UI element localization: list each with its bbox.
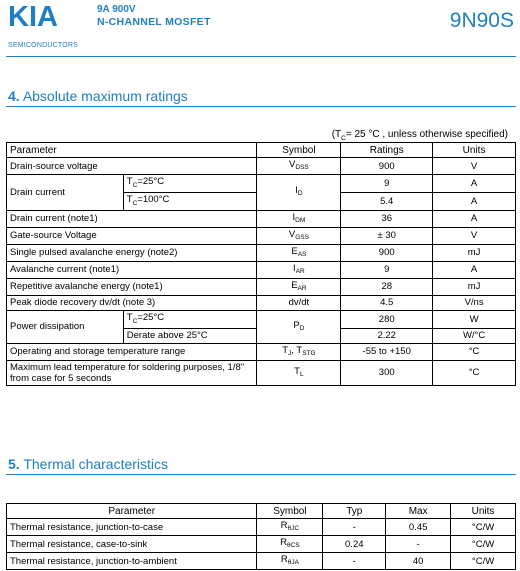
section-5-title-text: Thermal characteristics xyxy=(23,456,169,472)
max-cell: 40 xyxy=(386,553,451,570)
header-units: Units xyxy=(451,504,516,519)
table-row xyxy=(7,244,516,261)
param-cell: Thermal resistance, case-to-sink xyxy=(7,536,257,553)
symbol-subscript: DSS xyxy=(295,164,309,171)
rating-cell: 900 xyxy=(341,244,433,261)
unit-cell: °C xyxy=(433,360,516,385)
param-cell: Thermal resistance, junction-to-case xyxy=(7,519,257,536)
param-cell: Drain current xyxy=(7,175,124,211)
table-row xyxy=(7,519,516,536)
table-row xyxy=(7,210,516,227)
table-row xyxy=(7,536,516,553)
unit-cell: °C xyxy=(433,343,516,360)
header-typ: Typ xyxy=(323,504,386,519)
rating-cell: 28 xyxy=(341,278,433,295)
table-row xyxy=(7,310,516,328)
unit-cell: A xyxy=(433,192,516,210)
unit-cell: V xyxy=(433,227,516,244)
typ-cell: 0.24 xyxy=(323,536,386,553)
param-cell: Repetitive avalanche energy (note1) xyxy=(7,278,257,295)
unit-cell: W/°C xyxy=(433,328,516,343)
max-cell: - xyxy=(386,536,451,553)
unit-cell: mJ xyxy=(433,244,516,261)
rating-cell: -55 to +150 xyxy=(341,343,433,360)
symbol-subscript: AR xyxy=(295,267,305,275)
section-5-title xyxy=(8,456,168,472)
table-row xyxy=(7,278,516,295)
header-parameter: Parameter xyxy=(7,504,257,519)
section-5-divider xyxy=(6,474,516,475)
typ-cell: - xyxy=(323,553,386,570)
symbol-subscript: J xyxy=(288,349,292,357)
symbol-text: , T xyxy=(291,344,303,356)
table-row xyxy=(7,295,516,310)
symbol-subscript: D xyxy=(297,190,303,198)
spec-rating: 9A 900V xyxy=(97,4,136,15)
rating-cell: 300 xyxy=(341,360,433,385)
rating-cell: 36 xyxy=(341,210,433,227)
param-cell: Drain-source voltage xyxy=(7,158,257,175)
symbol-text: R xyxy=(280,537,287,548)
device-type: N-CHANNEL MOSFET xyxy=(97,16,211,28)
param-cell: Single pulsed avalanche energy (note2) xyxy=(7,244,257,261)
symbol-text: T xyxy=(294,365,300,377)
table-row xyxy=(7,158,516,175)
symbol-subscript: AR xyxy=(297,284,307,292)
condition-cell: $T_C=100^\circ C$ xyxy=(123,192,257,210)
symbol-cell xyxy=(257,553,323,570)
absolute-max-ratings-table xyxy=(6,142,516,386)
part-number: 9N90S xyxy=(449,9,514,32)
condition-cell: $T_C=25^\circ C$ xyxy=(123,310,257,328)
company-logo: KIA xyxy=(8,1,58,33)
header-units: Units xyxy=(433,143,516,158)
symbol-text: I xyxy=(293,262,296,274)
symbol-text: V xyxy=(289,159,296,170)
rating-cell: 2.22 xyxy=(341,328,433,343)
section-4-divider xyxy=(6,106,516,107)
unit-cell: W xyxy=(433,310,516,328)
symbol-cell xyxy=(257,210,341,227)
table-header-row xyxy=(7,504,516,519)
rating-cell: 900 xyxy=(341,158,433,175)
condition-cell: Derate above 25°C xyxy=(123,328,257,343)
unit-cell: A xyxy=(433,175,516,193)
header-ratings: Ratings xyxy=(341,143,433,158)
symbol-text: P xyxy=(293,319,300,331)
condition-cell: $T_C=25^\circ C$ xyxy=(123,175,257,193)
unit-cell: A xyxy=(433,210,516,227)
param-cell: Operating and storage temperature range xyxy=(7,343,257,360)
thermal-characteristics-table xyxy=(6,503,516,570)
header-max: Max xyxy=(386,504,451,519)
rating-cell: 280 xyxy=(341,310,433,328)
symbol-subscript: θJA xyxy=(287,559,299,566)
test-condition-note: ($T_C= 25$ °C , unless otherwise specified) xyxy=(331,129,508,142)
max-cell: 0.45 xyxy=(386,519,451,536)
unit-cell: A xyxy=(433,261,516,278)
param-cell: Drain current (note1) xyxy=(7,210,257,227)
symbol-subscript: θJC xyxy=(287,525,300,532)
header-symbol: Symbol xyxy=(257,504,323,519)
table-row xyxy=(7,343,516,360)
symbol-cell xyxy=(257,261,341,278)
section-4-number: 4. xyxy=(8,88,20,104)
symbol-text: I xyxy=(292,211,296,223)
rating-cell: 9 xyxy=(341,261,433,278)
table-row xyxy=(7,227,516,244)
symbol-subscript: L xyxy=(299,370,304,378)
param-cell: Thermal resistance, junction-to-ambient xyxy=(7,553,257,570)
logo-subtitle: SEMICONDUCTORS xyxy=(8,42,78,49)
symbol-text: E xyxy=(291,245,298,257)
symbol-text: T xyxy=(282,344,289,356)
param-cell: Peak diode recovery dv/dt (note 3) xyxy=(7,295,257,310)
symbol-cell xyxy=(257,227,341,244)
table-header-row xyxy=(7,143,516,158)
symbol-cell xyxy=(257,310,341,343)
unit-cell: V/ns xyxy=(433,295,516,310)
rating-cell: 4.5 xyxy=(341,295,433,310)
unit-cell: V xyxy=(433,158,516,175)
rating-cell: 9 xyxy=(341,175,433,193)
rating-cell: ± 30 xyxy=(341,227,433,244)
symbol-cell xyxy=(257,536,323,553)
symbol-subscript: D xyxy=(299,324,305,332)
unit-cell: °C/W xyxy=(451,519,516,536)
symbol-cell xyxy=(257,360,341,385)
param-cell: Power dissipation xyxy=(7,310,124,343)
typ-cell: - xyxy=(323,519,386,536)
table-row xyxy=(7,175,516,193)
symbol-cell xyxy=(257,158,341,175)
table-row xyxy=(7,553,516,570)
section-4-title xyxy=(8,88,188,104)
unit-cell: °C/W xyxy=(451,536,516,553)
symbol-text: V xyxy=(288,228,296,240)
symbol-text: R xyxy=(280,520,288,531)
param-cell: Maximum lead temperature for soldering purposes, 1/8" from case for 5 seconds xyxy=(7,360,257,385)
param-cell: Avalanche current (note1) xyxy=(7,261,257,278)
section-5-number: 5. xyxy=(8,456,20,472)
header-symbol: Symbol xyxy=(257,143,341,158)
header-divider xyxy=(6,56,516,57)
symbol-subscript: DM xyxy=(295,216,306,224)
symbol-subscript: GSS xyxy=(295,233,309,241)
symbol-subscript: θCS xyxy=(286,542,300,549)
symbol-cell xyxy=(257,343,341,360)
symbol-cell xyxy=(257,519,323,536)
symbol-subscript: STG xyxy=(302,349,316,357)
header-parameter: Parameter xyxy=(7,143,257,158)
symbol-cell xyxy=(257,175,341,211)
section-4-title-text: Absolute maximum ratings xyxy=(22,88,188,104)
unit-cell: °C/W xyxy=(451,553,516,570)
symbol-cell: dv/dt xyxy=(257,295,341,310)
symbol-subscript: AS xyxy=(297,250,307,258)
rating-cell: 5.4 xyxy=(341,192,433,210)
table-row xyxy=(7,261,516,278)
unit-cell: mJ xyxy=(433,278,516,295)
symbol-cell xyxy=(257,244,341,261)
param-cell: Gate-source Voltage xyxy=(7,227,257,244)
table-row xyxy=(7,360,516,385)
symbol-cell xyxy=(257,278,341,295)
symbol-text: R xyxy=(280,554,288,565)
symbol-text: E xyxy=(291,279,298,291)
symbol-text: I xyxy=(295,185,298,197)
